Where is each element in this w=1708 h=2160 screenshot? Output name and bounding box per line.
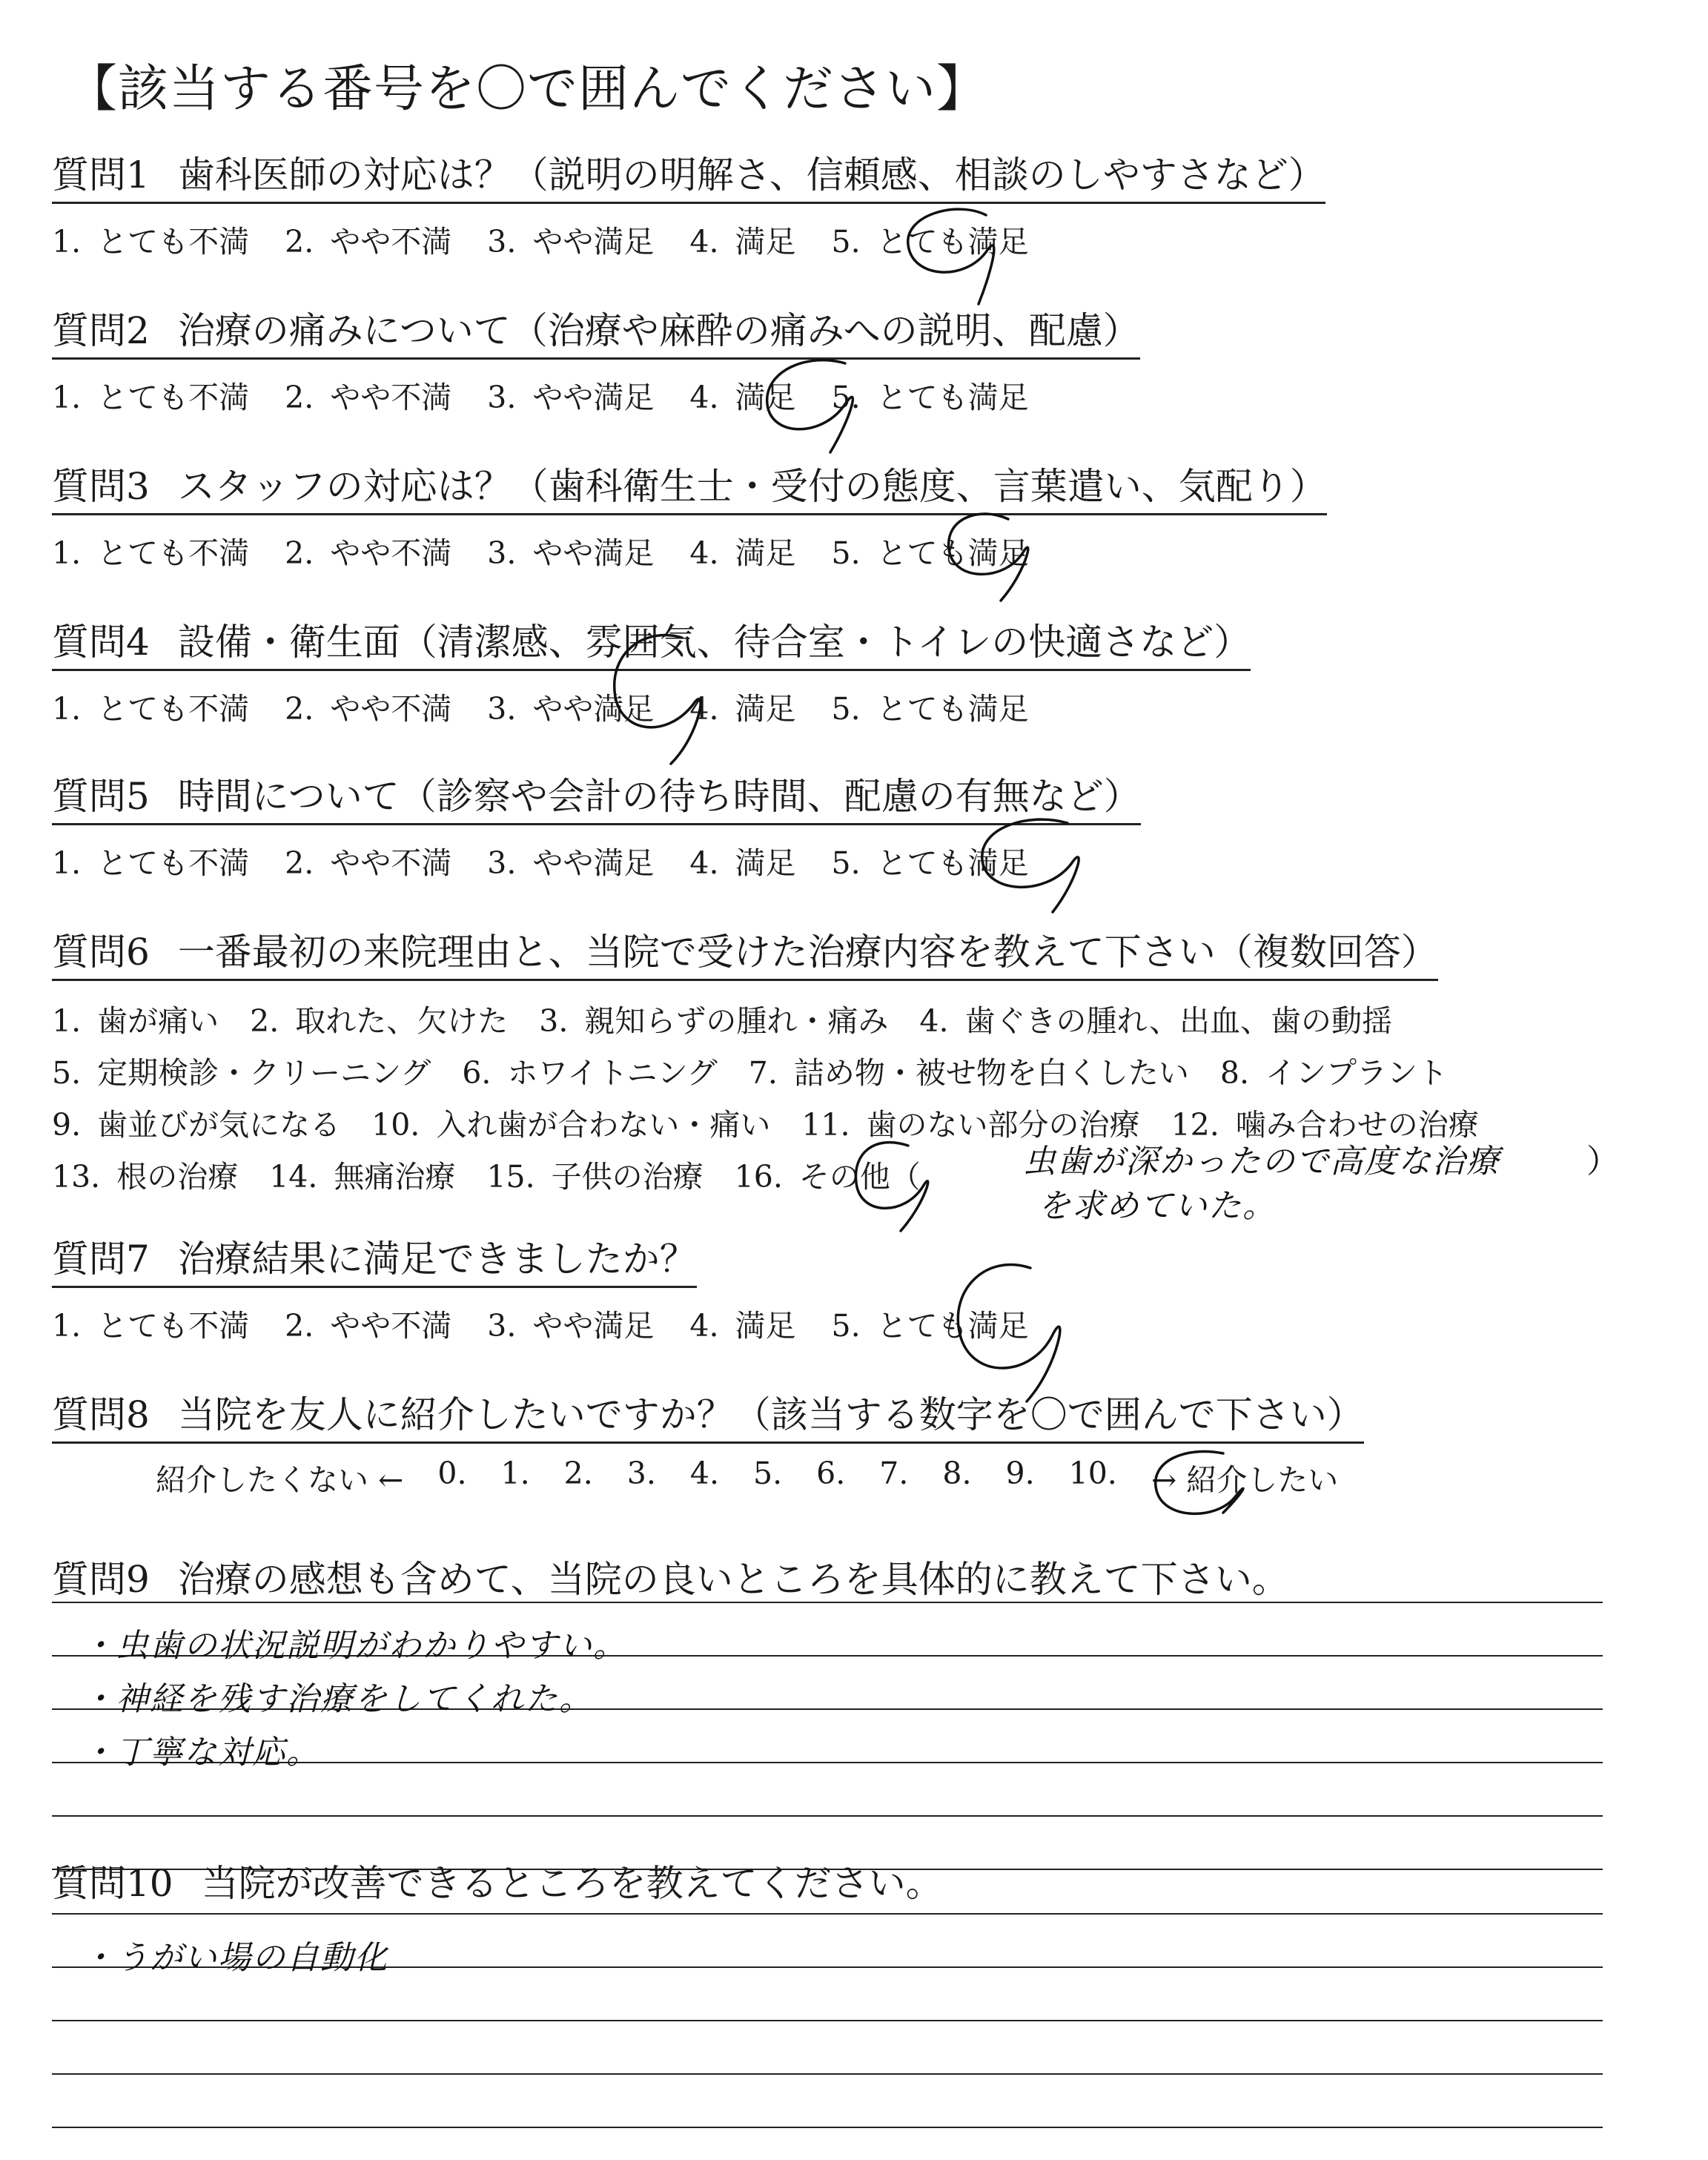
option-8[interactable]: 8. インプラント xyxy=(1219,1055,1448,1091)
option-3[interactable]: 3. 親知らずの腫れ・痛み xyxy=(539,1003,889,1039)
option-10[interactable]: 10. 入れ歯が合わない・痛い xyxy=(371,1107,771,1143)
scale-10[interactable]: 10. xyxy=(1068,1455,1117,1491)
q9-handwriting-line2: ・神経を残す治療をしてくれた。 xyxy=(82,1680,593,1718)
question-number: 質問2 xyxy=(52,309,150,352)
rating-options xyxy=(52,839,1141,882)
option-2[interactable]: 2. 取れた、欠けた xyxy=(250,1003,509,1039)
option-2[interactable]: 2. やや不満 xyxy=(285,1307,452,1344)
option-9[interactable]: 9. 歯並びが気になる xyxy=(52,1107,341,1143)
option-5[interactable]: 5. とても満足 xyxy=(831,1307,1029,1344)
question-text: 治療の感想も含めて、当院の良いところを具体的に教えて下さい。 xyxy=(177,1558,1289,1601)
option-1[interactable]: 1. とても不満 xyxy=(52,379,250,415)
question-8 xyxy=(52,1394,1372,1499)
option-12[interactable]: 12. 噛み合わせの治療 xyxy=(1171,1107,1479,1143)
question-10 xyxy=(52,1854,943,1907)
scale-2[interactable]: 2. xyxy=(563,1455,593,1491)
answer-line xyxy=(52,2073,1603,2075)
option-4[interactable]: 4. 満足 xyxy=(689,1307,796,1344)
option-3[interactable]: 3. やや満足 xyxy=(487,690,655,727)
option-3[interactable]: 3. やや満足 xyxy=(487,1307,655,1344)
question-number: 質問10 xyxy=(52,1862,173,1905)
scale-1[interactable]: 1. xyxy=(500,1455,530,1491)
rating-options xyxy=(52,217,1325,261)
option-2[interactable]: 2. やや不満 xyxy=(285,690,452,727)
option-5[interactable]: 5. とても満足 xyxy=(831,845,1029,881)
question-5 xyxy=(52,776,1141,882)
scale-4[interactable]: 4. xyxy=(689,1455,720,1491)
option-16[interactable]: 16. その他（ xyxy=(734,1159,921,1195)
q9-handwriting-line3: ・丁寧な対応。 xyxy=(82,1734,320,1771)
question-number: 質問8 xyxy=(52,1393,150,1436)
option-1[interactable]: 1. とても不満 xyxy=(52,223,250,260)
option-7[interactable]: 7. 詰め物・被せ物を白くしたい xyxy=(748,1055,1189,1091)
rating-options xyxy=(52,1301,1065,1345)
question-number: 質問6 xyxy=(52,931,150,974)
question-heading xyxy=(52,154,1325,204)
option-1[interactable]: 1. とても不満 xyxy=(52,535,250,571)
option-1[interactable]: 1. 歯が痛い xyxy=(52,1003,219,1039)
scale-6[interactable]: 6. xyxy=(816,1455,846,1491)
scale-5[interactable]: 5. xyxy=(753,1455,783,1491)
question-text: 一番最初の来院理由と、当院で受けた治療内容を教えて下さい（複数回答） xyxy=(177,931,1438,974)
scale-0[interactable]: 0. xyxy=(437,1455,467,1491)
option-3[interactable]: 3. やや満足 xyxy=(487,379,655,415)
option-5[interactable]: 5. 定期検診・クリーニング xyxy=(52,1055,431,1091)
question-number: 質問7 xyxy=(52,1238,150,1281)
option-6[interactable]: 6. ホワイトニング xyxy=(462,1055,718,1091)
option-15[interactable]: 15. 子供の治療 xyxy=(486,1159,704,1195)
scale-7[interactable]: 7. xyxy=(879,1455,909,1491)
option-5[interactable]: 5. とても満足 xyxy=(831,690,1029,727)
rating-options xyxy=(52,529,1327,572)
scale-3[interactable]: 3. xyxy=(626,1455,656,1491)
question-number: 質問3 xyxy=(52,465,150,508)
answer-line xyxy=(52,1913,1603,1915)
option-4[interactable]: 4. 満足 xyxy=(689,845,796,881)
option-1[interactable]: 1. とても不満 xyxy=(52,690,250,727)
question-1 xyxy=(52,154,1325,261)
question-heading xyxy=(52,931,1438,981)
question-number: 質問9 xyxy=(52,1558,150,1601)
question-heading xyxy=(52,621,1251,671)
answer-line xyxy=(52,2020,1603,2021)
question-heading xyxy=(52,310,1140,360)
question-text: スタッフの対応は？（歯科衛生士・受付の態度、言葉遣い、気配り） xyxy=(177,465,1327,508)
option-2[interactable]: 2. やや不満 xyxy=(285,223,452,260)
question-3 xyxy=(52,466,1327,572)
option-5[interactable]: 5. とても満足 xyxy=(831,223,1029,260)
q6-other-handwriting-line2: を求めていた。 xyxy=(1038,1187,1277,1225)
q9-handwriting-line1: ・虫歯の状況説明がわかりやすい。 xyxy=(82,1627,627,1665)
question-7 xyxy=(52,1238,1065,1345)
question-heading xyxy=(52,1550,1289,1603)
option-3[interactable]: 3. やや満足 xyxy=(487,535,655,571)
option-4[interactable]: 4. 満足 xyxy=(689,690,796,727)
scale-8[interactable]: 8. xyxy=(942,1455,972,1491)
option-13[interactable]: 13. 根の治療 xyxy=(52,1159,239,1195)
option-4[interactable]: 4. 満足 xyxy=(689,535,796,571)
question-heading xyxy=(52,776,1141,825)
option-2[interactable]: 2. やや不満 xyxy=(285,845,452,881)
question-text: 当院を友人に紹介したいですか？（該当する数字を〇で囲んで下さい） xyxy=(177,1393,1364,1436)
recommend-scale xyxy=(156,1456,1372,1499)
option-4[interactable]: 4. 歯ぐきの腫れ、出血、歯の動揺 xyxy=(919,1003,1392,1039)
question-heading xyxy=(52,1394,1364,1444)
option-14[interactable]: 14. 無痛治療 xyxy=(269,1159,456,1195)
rating-options xyxy=(52,373,1140,417)
question-2 xyxy=(52,310,1140,417)
option-1[interactable]: 1. とても不満 xyxy=(52,1307,250,1344)
question-text: 設備・衛生面（清潔感、雰囲気、待合室・トイレの快適さなど） xyxy=(177,621,1251,664)
option-2[interactable]: 2. やや不満 xyxy=(285,535,452,571)
question-number: 質問5 xyxy=(52,775,150,818)
q10-handwriting-line1: ・うがい場の自動化 xyxy=(82,1939,388,1977)
question-number: 質問4 xyxy=(52,621,150,664)
scale-9[interactable]: 9. xyxy=(1005,1455,1035,1491)
question-text: 治療の痛みについて（治療や麻酔の痛みへの説明、配慮） xyxy=(177,309,1140,352)
question-4 xyxy=(52,621,1251,728)
question-9 xyxy=(52,1550,1289,1603)
option-4[interactable]: 4. 満足 xyxy=(689,223,796,260)
question-heading xyxy=(52,1238,697,1288)
question-number: 質問1 xyxy=(52,153,150,196)
page-title: 【該当する番号を〇で囲んでください】 xyxy=(67,60,988,119)
scale-left-label: 紹介したくない ← xyxy=(156,1462,404,1498)
question-text: 治療結果に満足できましたか？ xyxy=(177,1238,697,1281)
answer-line xyxy=(52,2127,1603,2128)
q6-row xyxy=(52,1045,1510,1097)
answer-line xyxy=(52,1815,1603,1817)
q6-other-handwriting-line1: 虫歯が深かったので高度な治療 xyxy=(1023,1143,1500,1180)
question-text: 歯科医師の対応は？（説明の明解さ、信頼感、相談のしやすさなど） xyxy=(177,153,1325,196)
question-text: 時間について（診察や会計の待ち時間、配慮の有無など） xyxy=(177,775,1141,818)
option-2[interactable]: 2. やや不満 xyxy=(285,379,452,415)
answer-line xyxy=(52,1602,1603,1603)
question-text: 当院が改善できるところを教えてください。 xyxy=(201,1862,943,1905)
rating-options xyxy=(52,684,1251,728)
option-11[interactable]: 11. 歯のない部分の治療 xyxy=(801,1107,1140,1143)
scale-right-label: → 紹介したい xyxy=(1151,1462,1339,1498)
question-heading xyxy=(52,466,1327,515)
q6-other-close-paren: ） xyxy=(1586,1143,1621,1180)
option-3[interactable]: 3. やや満足 xyxy=(487,223,655,260)
q6-row xyxy=(52,993,1510,1045)
option-3[interactable]: 3. やや満足 xyxy=(487,845,655,881)
option-5[interactable]: 5. とても満足 xyxy=(831,379,1029,415)
option-5[interactable]: 5. とても満足 xyxy=(831,535,1029,571)
question-heading xyxy=(52,1854,943,1907)
option-1[interactable]: 1. とても不満 xyxy=(52,845,250,881)
option-4[interactable]: 4. 満足 xyxy=(689,379,796,415)
